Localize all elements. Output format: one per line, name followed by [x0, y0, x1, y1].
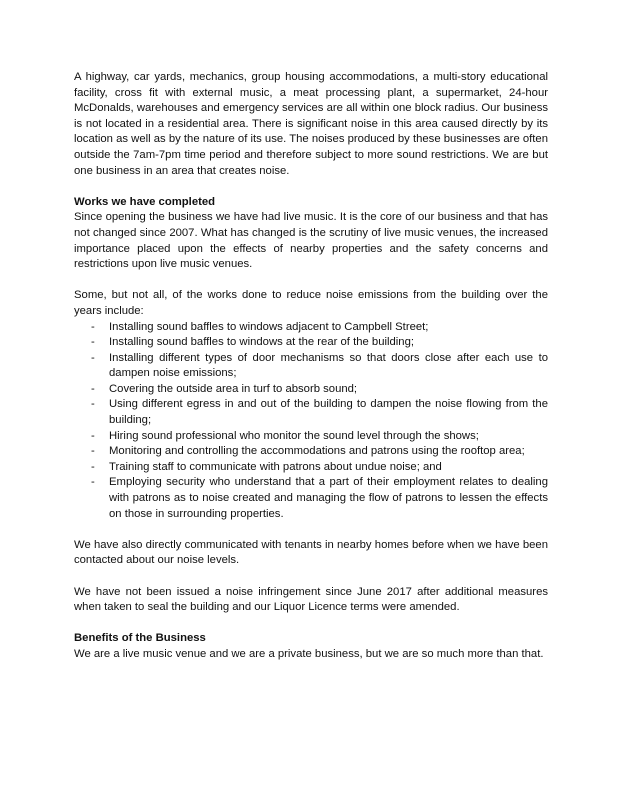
list-item-text: Hiring sound professional who monitor the sound level through the shows;	[109, 429, 479, 442]
list-item	[74, 320, 548, 336]
list-item	[74, 460, 548, 476]
works-list	[74, 320, 548, 523]
list-item-text: Covering the outside area in turf to absorb sound;	[109, 382, 358, 395]
works-paragraph-2: Some, but not all, of the works done to reduce noise emissions from the building over the years include:	[74, 289, 548, 317]
works-paragraph-4: We have not been issued a noise infringement since June 2017 after additional measures when taken to seal the building and our Liquor Licence terms were amended.	[74, 585, 548, 614]
list-item-text: Employing security who understand that a part of their employment relates to dealing with patrons as to noise created and managing the flow of patrons to lessen the effects on those in surrounding properties.	[109, 476, 548, 520]
intro-paragraph: A highway, car yards, mechanics, group housing accommodations, a multi-story educational facility, cross fit with external music, a meat processing plant, a supermarket, 24-hour McDonalds, warehouses and emergency services are all within one block radius. Our business is not located in a residential area. There is significant noise in this area caused directly by its location as well as by the nature of its use. The noises produced by these businesses are often outside the 7am-7pm time period and therefore subject to more sound restrictions. We are but one business in an area that creates noise.	[74, 71, 548, 177]
bullet-dash: -	[91, 398, 95, 411]
list-item-text: Using different egress in and out of the building to dampen the noise flowing from the building;	[109, 398, 548, 427]
benefits-paragraph-1: We are a live music venue and we are a private business, but we are so much more than that.	[74, 647, 544, 660]
bullet-dash: -	[91, 429, 95, 442]
list-item-text: Installing sound baffles to windows at the rear of the building;	[109, 336, 414, 349]
bullet-dash: -	[91, 320, 95, 333]
benefits-heading: Benefits of the Business	[74, 632, 206, 645]
list-item	[74, 382, 548, 398]
bullet-dash: -	[91, 336, 95, 349]
list-item	[74, 397, 548, 428]
list-item	[74, 444, 548, 460]
list-item-text: Installing sound baffles to windows adjacent to Campbell Street;	[109, 320, 429, 333]
bullet-dash: -	[91, 460, 95, 473]
list-item-text: Installing different types of door mechanisms so that doors close after each use to dampen noise emissions;	[109, 351, 548, 380]
works-paragraph-3: We have also directly communicated with tenants in nearby homes before when we have been contacted about our noise levels.	[74, 538, 548, 567]
works-heading: Works we have completed	[74, 195, 216, 208]
list-item	[74, 475, 548, 522]
list-item	[74, 335, 548, 351]
list-item	[74, 429, 548, 445]
bullet-dash: -	[91, 382, 95, 395]
bullet-dash: -	[91, 476, 95, 489]
list-item	[74, 351, 548, 382]
bullet-dash: -	[91, 351, 95, 364]
works-paragraph-1: Since opening the business we have had live music. It is the core of our business and that has not changed since 2007. What has changed is the scrutiny of live music venues, the increased importance placed upon the effects of nearby properties and the safety concerns and restrictions upon live music venues.	[74, 211, 548, 271]
list-item-text: Training staff to communicate with patrons about undue noise; and	[109, 460, 442, 473]
bullet-dash: -	[91, 445, 95, 458]
list-item-text: Monitoring and controlling the accommodations and patrons using the rooftop area;	[109, 445, 525, 458]
